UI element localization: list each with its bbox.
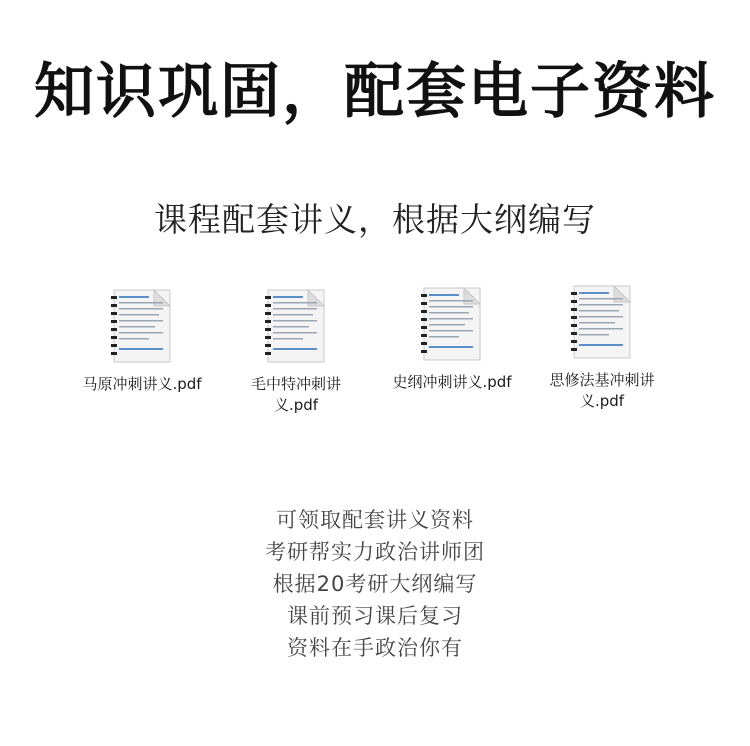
page-subheadline: 课程配套讲义，根据大纲编写 [154,200,596,239]
file-name-line: 马原冲刺讲义.pdf [82,375,202,393]
file-item-sixiufaji[interactable] [522,282,682,412]
file-name [62,374,222,395]
pdf-document-icon [570,282,634,362]
file-item-maozhongte[interactable] [216,286,376,416]
file-item-shigang[interactable] [372,284,532,393]
note-line: 资料在手政治你有 [287,636,463,660]
file-name-line: 毛中特冲刺讲 [250,375,341,393]
file-name-line: 思修法基冲刺讲 [549,371,655,389]
page-headline: 知识巩固，配套电子资料 [34,57,716,127]
pdf-document-icon [264,286,328,366]
file-name-line: 义.pdf [579,392,625,410]
file-name [216,374,376,416]
file-name-line: 史纲冲刺讲义.pdf [392,373,512,391]
pdf-document-icon [420,284,484,364]
file-name-line: 义.pdf [273,396,319,414]
pdf-document-icon [110,286,174,366]
file-item-mayuan[interactable] [62,286,222,395]
note-line: 根据20考研大纲编写 [272,572,478,596]
note-line: 可领取配套讲义资料 [276,508,474,532]
note-line: 考研帮实力政治讲师团 [265,540,485,564]
file-name [522,370,682,412]
notes-block [0,504,750,664]
note-line: 课前预习课后复习 [287,604,463,628]
file-name [372,372,532,393]
